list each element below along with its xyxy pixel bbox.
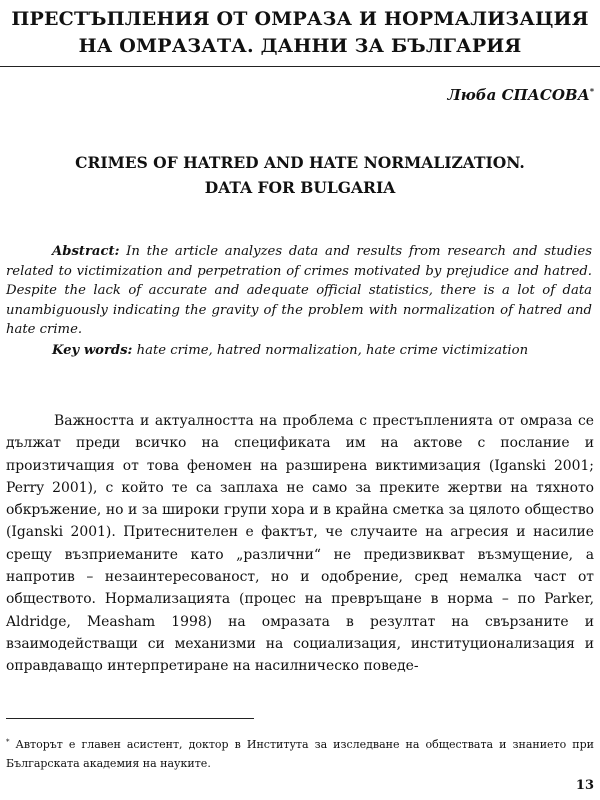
- english-title-line-2: DATA FOR BULGARIA: [204, 178, 396, 197]
- page-title: [0, 6, 600, 60]
- abstract-label: Abstract:: [52, 244, 120, 259]
- keywords-label: Key words:: [52, 343, 133, 358]
- keywords-text: hate crime, hatred normalization, hate crime victimization: [136, 343, 529, 358]
- english-title-line-1: CRIMES OF HATRED AND HATE NORMALIZATION.: [75, 153, 525, 172]
- keywords: [52, 343, 592, 358]
- author-name-block: [448, 86, 594, 104]
- title-line-1: ПРЕСТЪПЛЕНИЯ ОТ ОМРАЗА И НОРМАЛИЗАЦИЯ: [11, 8, 589, 30]
- abstract-text: In the article analyzes data and results from research and studies related to victimization and perpetration of crimes motivated by prejudice and hatred. Despite the lack of accurate and adequate official statistics, there is a lot of data unambiguously indicating the gravity of the problem with normalization of hatred and hate crime.: [6, 244, 592, 338]
- footnote: [6, 733, 594, 773]
- footnote-mark: *: [6, 738, 10, 746]
- author-name: Люба СПАСОВА: [447, 86, 590, 104]
- author-footnote-mark: *: [589, 86, 594, 96]
- title-divider: [0, 66, 600, 67]
- footnote-text: Авторът е главен асистент, доктор в Института за изследване на обществата и знанието при Българската академия на науките.: [6, 738, 594, 770]
- body-paragraph: Важността и актуалността на проблема с престъпленията от омраза се дължат преди всичко на спецификата им на актове с послание и произтичащия от това феномен на разширена виктимизация (Iganski 2001; Perry 2001), с който те са заплаха не само за преките жертви на тяхното обкръжение, но и за широки групи хора и в крайна сметка за цялото общество (Iganski 2001). Притеснителен е фактът, че случаите на агресия и насилие срещу възприеманите като „различни“ не предизвикват възмущение, а напротив – незаинтересованост, но и одобрение, сред немалка част от обществото. Нормализацията (процес на превръщане в норма – по Parker, Aldridge, Measham 1998) на омразата в резултат на свързаните и взаимодействащи си механизми на социализация, институционализация и оправдаващо интерпретиране на насилническо поведе-: [6, 413, 594, 675]
- english-title: [0, 150, 600, 200]
- title-line-2: НА ОМРАЗАТА. ДАННИ ЗА БЪЛГАРИЯ: [78, 35, 522, 57]
- page-number: 13: [575, 778, 594, 793]
- abstract: [6, 242, 592, 340]
- footnote-divider: [6, 718, 254, 719]
